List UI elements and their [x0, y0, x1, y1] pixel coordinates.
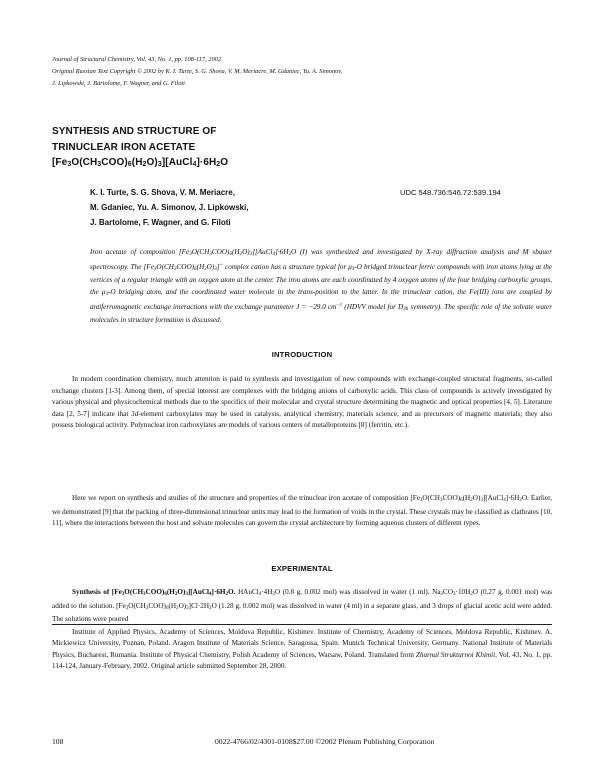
copyright-line: 0022-4766/02/4301-0108$27.00 ©2002 Plenum Publishing Corporation — [215, 737, 435, 746]
page-number: 108 — [52, 737, 64, 746]
journal-line-2: Original Russian Text Copyright © 2002 by K. I. Turte, S. G. Shova, V. M. Meriacre, M. Gdaniec, Yu. A. Simonov, — [52, 68, 343, 75]
journal-line-1: Journal of Structural Chemistry, Vol. 43, No. 1, pp. 108-117, 2002 — [52, 56, 222, 63]
journal-citation — [52, 54, 552, 90]
footnote-divider — [52, 624, 552, 625]
article-title — [52, 124, 352, 173]
title-formula: $[Fe_3O(CH_3COO)_6(H_2O)_3][AuCl_4]\cdot 6H_2O$ — [52, 157, 229, 168]
authors-line-3: J. Bartolome, F. Wagner, and G. Filoti — [90, 218, 231, 227]
introduction-heading: INTRODUCTION — [271, 350, 333, 359]
udc-code: UDC 548.736:546.72:539.194 — [400, 188, 501, 197]
experimental-heading: EXPERIMENTAL — [271, 564, 333, 573]
authors-line-2: M. Gdaniec, Yu. A. Simonov, J. Lipkowski, — [90, 203, 249, 212]
introduction-paragraph-2: Here we report on synthesis and studies of the structure and properties of the trinuclear iron acetate of composition $[Fe_3O(CH_3COO)_6(H_2O)_3][AuCl_4]\cdot 6H_2O$. Earlier, we demonstrated [9] that the packing of three-dimensional trinuclear units may lead to the formation of voids in the crystal. These crystals may be classified as clathrates [10, 11], where the interactions between the host and solvate molecules can govern the crystal architecture by forming aqueous clusters of different types. — [52, 494, 552, 527]
title-line-1: SYNTHESIS AND STRUCTURE OF — [52, 126, 217, 137]
experimental-paragraph-1: Synthesis of $[Fe_3O(CH_3COO)_6(H_2O)_3][AuCl_4]\cdot 6H_2O$. $HAuCl_4\cdot 4H_2O$ (0.8 g, 0.002 mol) was dissolved in water (1 ml). $Na_2CO_3\cdot 10H_2O$ (0.27 g, 0.001 mol) was added to the solution. $[Fe_3O(CH_3COO)_6(H_2O)_3]Cl\cdot 2H_2O$ (1.28 g, 0.002 mol) was dissolved in water (4 ml) in a separate glass, and 3 drops of glacial acetic acid were added. The solutions were poured — [52, 588, 552, 623]
affiliations-footnote: Institute of Applied Physics, Academy of Sciences, Moldova Republic, Kishinev. Institute of Chemistry, Academy of Sciences, Moldova Republic, Kishinev. A. Mickiewicz University, Poznan, Poland. Aragon Institute of Materials Science, Saragossa, Spain. Munich Technical University, Germany. National Institute of Materials Physics, Bucharest, Rumania. Institute of Physical Chemistry, Polish Academy of Sciences, Warsaw, Poland. Translated from Zhurnal Strukturnoi Khimii, Vol. 43, No. 1, pp. 114-124, January-February, 2002. Original article submitted September 28, 2000. — [52, 628, 552, 671]
authors-line-1: K. I. Turte, S. G. Shova, V. M. Meriacre, — [90, 188, 235, 197]
author-list — [90, 185, 390, 230]
abstract: Iron acetate of composition $[Fe_3O(CH_3COO)_6(H_2O)_3][AuCl_4]\cdot 6H_2O$ (I) was synthesized and investigated by X-ray diffraction analysis and M sbauer spectroscopy. The $[Fe_3O(CH_3COO)_6(H_2O)_3]^+$ complex cation has a structure typical for $\mu_3-O$ bridged trinuclear ferric compounds with iron atoms lying at the vertices of a regular triangle with an oxygen atom at the center. The iron atoms are each coordinated by 4 oxygen atoms of the four bridging carboxylic groups, the $\mu_3-O$ bridging atom, and the coordinated water molecule in the trans-position to the latter. In the trinuclear cation, the Fe(III) ions are coupled by antiferromagnetic exchange interactions with the exchange parameter J = −29.0 $cm^{-1}$ (HDVV model for $D_{3h}$ symmetry). The specific role of the solvate water molecules in structure formation is discussed. — [90, 248, 552, 325]
title-line-2: TRINUCLEAR IRON ACETATE — [52, 141, 196, 153]
introduction-paragraph-1: In modern coordination chemistry, much attention is paid to synthesis and investigation of new compounds with exchange-coupled structural fragments, so-called exchange clusters [1-3]. Among them, of special interest are complexes with the bridging anions of carboxylic acids. This class of compounds is actively investigated by various physical and physicochemical methods due to the specifics of their molecular and crystal structure determining the magnetic and optical properties [4, 5]. Literature data [2, 5-7] indicate that 3d-element carboxylates may be used in catalysis, analytical chemistry, materials science, and as precursors of magnetic materials; they also possess biological activity. Polynuclear iron carboxylates are models of various centers of metalloproteins [8] (ferritin, etc.). — [52, 375, 552, 429]
journal-line-3: J. Lipkowski, J. Bartolome, F. Wagner, and G. Filoti — [52, 80, 185, 87]
